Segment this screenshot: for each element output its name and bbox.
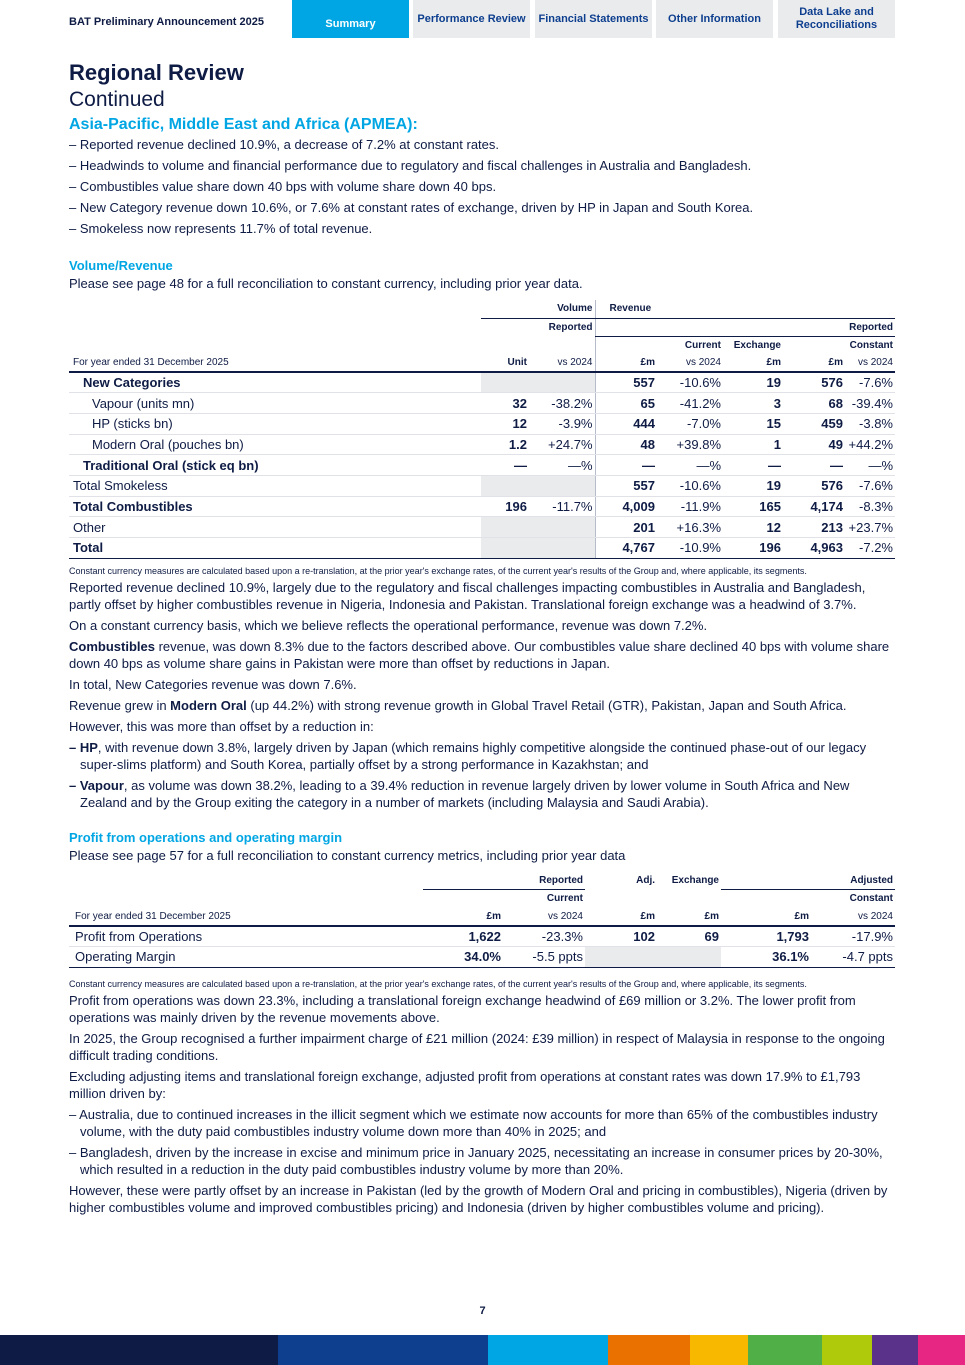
tab-financial-statements[interactable]: Financial Statements	[535, 0, 652, 38]
header-adj: Adj.	[636, 875, 655, 887]
table-row: Vapour (units mn) 32 -38.2% 65 -41.2% 3 68 -39.4%	[69, 393, 895, 414]
header-exchange: Exchange	[733, 339, 781, 351]
table-row: Modern Oral (pouches bn) 1.2 +24.7% 48 +39.8% 1 49 +44.2%	[69, 434, 895, 455]
header-period: For year ended 31 December 2025	[73, 357, 229, 368]
page-title: Regional Review	[69, 60, 244, 85]
page-content	[69, 60, 895, 1220]
header-constant: Constant	[849, 893, 893, 905]
highlight-item: – New Category revenue down 10.6%, or 7.6% at constant rates of exchange, driven by HP in Japan and South Korea.	[69, 200, 754, 215]
header-vs: vs 2024	[685, 357, 721, 368]
footer-band-segment	[872, 1335, 918, 1365]
table-row: HP (sticks bn) 12 -3.9% 444 -7.0% 15 459 -3.8%	[69, 413, 895, 434]
header-reported: Reported	[548, 321, 593, 333]
header-current: Current	[546, 893, 583, 905]
page-subtitle: Continued	[69, 88, 165, 111]
tab-other-information[interactable]: Other Information	[656, 0, 773, 38]
table-row: Total Combustibles 196 -11.7% 4,009 -11.9% 165 4,174 -8.3%	[69, 496, 895, 517]
table-footnote: Constant currency measures are calculated based upon a re-translation, at the prior year's exchange rates, of the current year's results of the Group and, where applicable, its segments.	[69, 978, 807, 989]
volume-revenue-intro: Please see page 48 for a full reconciliation to constant currency, including prior year data.	[69, 276, 583, 291]
revenue-commentary: Reported revenue declined 10.9%, largely due to the regulatory and fiscal challenges impacting combustibles in Australia and Bangladesh, partly offset by higher combustibles revenue in Nigeria, Indonesia and Pakistan. Translational foreign exchange was a headwind of 3.7%. On a constant currency basis, which we believe reflects the operational performance, revenue was down 7.2%. Combustibles revenue, was down 8.3% due to the factors described above. Our combustibles value share declined 40 bps with volume share down 40 bps as volume share gains in Pakistan were more than offset by reductions in Japan. In total, New Categories revenue was down 7.6%. Revenue grew in Modern Oral (up 44.2%) with strong revenue growth in Global Travel Retail (GTR), Pakistan, Japan and South Africa. However, this was more than offset by a reduction in: – HP, with revenue down 3.8%, largely driven by Japan (which remains highly competitive alongside the continued phase-out of our legacy super-slims platform) and South Korea, partially offset by a strong performance in Kazakhstan; and – Vapour, as volume was down 38.2%, leading to a 39.4% reduction in revenue largely driven by lower volume in South Africa and New Zealand and by the Group exiting the category in a number of markets (including Malaysia and Saudi Arabia).	[69, 579, 890, 810]
tab-summary[interactable]: Summary	[292, 0, 409, 38]
top-nav	[0, 0, 965, 38]
table-row: Profit from Operations 1,622 -23.3% 102 69 1,793 -17.9%	[69, 926, 895, 947]
header-revenue: Revenue	[595, 300, 657, 318]
header-current: Current	[684, 339, 721, 351]
table-row: Operating Margin 34.0% -5.5 ppts 36.1% -4.7 ppts	[69, 946, 895, 967]
footer-band-segment	[278, 1335, 488, 1365]
table-footnote: Constant currency measures are calculated based upon a re-translation, at the prior year's exchange rates, of the current year's results of the Group and, where applicable, its segments.	[69, 565, 807, 576]
table-row-total: Total 4,767 -10.9% 196 4,963 -7.2%	[69, 538, 895, 559]
footer-color-band	[0, 1335, 965, 1365]
header-gbp: £m	[766, 357, 781, 368]
profit-table: Reported Adj. Exchange Adjusted Current Constant For year ended 31 December 2025 £m vs 2024 £m £m £m vs 2024 Profit from Operations 1,622 -23.3% 102 69 1,793 -17.9% Operating Margin 34.0% -5.5 ppts 36.1% -4.7 ppts	[69, 872, 895, 968]
page-number: 7	[479, 1305, 486, 1317]
footer-band-segment	[748, 1335, 822, 1365]
footer-band-segment	[690, 1335, 748, 1365]
highlight-item: – Smokeless now represents 11.7% of total revenue.	[69, 221, 373, 236]
table-row: New Categories 557 -10.6% 19 576 -7.6%	[69, 372, 895, 393]
footer-band-segment	[0, 1335, 278, 1365]
header-vs: vs 2024	[857, 357, 893, 368]
table-row: Total Smokeless 557 -10.6% 19 576 -7.6%	[69, 475, 895, 496]
volume-revenue-heading: Volume/Revenue	[69, 258, 173, 273]
table-row: Other 201 +16.3% 12 213 +23.7%	[69, 517, 895, 538]
header-unit: Unit	[507, 357, 527, 368]
header-vs: vs 2024	[557, 357, 593, 368]
profit-intro: Please see page 57 for a full reconciliation to constant currency metrics, including prior year data	[69, 847, 626, 863]
highlight-item: – Combustibles value share down 40 bps with volume share down 40 bps.	[69, 179, 497, 194]
profit-commentary: Profit from operations was down 23.3%, including a translational foreign exchange headwind of £69 million or 3.2%. The lower profit from operations was mainly driven by the revenue movements above. In 2025, the Group recognised a further impairment charge of £21 million (2024: £39 million) in respect of Malaysia in response to the ongoing difficult trading conditions. Excluding adjusting items and translational foreign exchange, adjusted profit from operations at constant rates was down 17.9% to £1,793 million driven by: – Australia, due to continued increases in the illicit segment which we estimate now accounts for more than 65% of the combustibles industry volume, with the duty paid combustibles industry volume down more than 40% in 2025; and – Bangladesh, driven by the increase in excise and minimum price in January 2025, necessitating an increase in consumer prices by 20-30%, which resulted in a reduction in the duty paid combustibles industry volume by more than 20%. However, these were partly offset by an increase in Pakistan (led by the growth of Modern Oral and pricing in combustibles), Nigeria (driven by higher combustibles volume and improved combustibles pricing) and Indonesia (driven by higher combustibles volume and pricing).	[69, 992, 888, 1215]
header-volume: Volume	[481, 300, 595, 318]
tab-data-lake[interactable]: Data Lake and Reconciliations	[778, 0, 895, 38]
header-gbp: £m	[828, 357, 843, 368]
footer-band-segment	[608, 1335, 690, 1365]
highlight-item: – Reported revenue declined 10.9%, a decrease of 7.2% at constant rates.	[69, 137, 499, 152]
footer-band-segment	[822, 1335, 872, 1365]
header-adjusted: Adjusted	[811, 872, 895, 890]
highlight-item: – Headwinds to volume and financial performance due to regulatory and fiscal challenges in Australia and Bangladesh.	[69, 158, 752, 173]
header-reported: Reported	[423, 872, 585, 890]
header-exchange: Exchange	[671, 875, 719, 887]
tab-performance-review[interactable]: Performance Review	[413, 0, 530, 38]
volume-revenue-table	[69, 300, 895, 559]
header-reported-cc: Reported	[845, 318, 895, 336]
highlights-list	[69, 136, 895, 237]
footer-band-segment	[488, 1335, 608, 1365]
footer-band-segment	[918, 1335, 965, 1365]
header-gbp: £m	[595, 354, 657, 372]
table-row: Traditional Oral (stick eq bn) — —% — —% — — —%	[69, 455, 895, 476]
section-title: Asia-Pacific, Middle East and Africa (APMEA):	[69, 116, 418, 133]
brand-title: BAT Preliminary Announcement 2025	[69, 16, 264, 28]
profit-heading: Profit from operations and operating margin	[69, 829, 343, 845]
header-period: For year ended 31 December 2025	[75, 910, 231, 922]
header-constant: Constant	[849, 339, 893, 351]
